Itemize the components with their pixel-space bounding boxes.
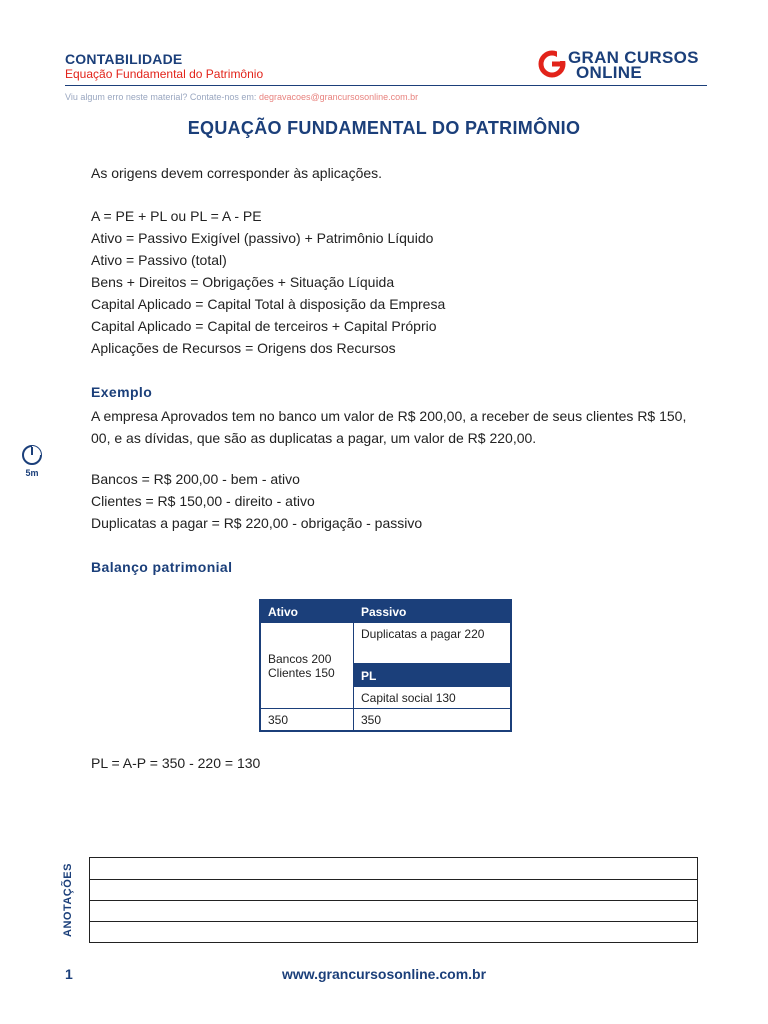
equation-line: Ativo = Passivo Exigível (passivo) + Patrimônio Líquido xyxy=(91,230,434,246)
notes-rule xyxy=(90,879,697,880)
ativo-cell xyxy=(260,623,354,709)
page-number: 1 xyxy=(65,966,73,982)
example-item: Clientes = R$ 150,00 - direito - ativo xyxy=(91,493,315,509)
equation-line: Bens + Direitos = Obrigações + Situação Líquida xyxy=(91,274,395,290)
header-contact-notice xyxy=(65,92,418,102)
equation-line: Capital Aplicado = Capital de terceiros + Capital Próprio xyxy=(91,318,437,334)
pl-item-cell: Capital social 130 xyxy=(354,687,512,709)
stopwatch-icon xyxy=(20,443,44,467)
logo-text-line1: GRAN CURSOS xyxy=(568,48,699,67)
pl-equation: PL = A-P = 350 - 220 = 130 xyxy=(91,755,261,771)
contact-prefix: Viu algum erro neste material? Contate-nos em: xyxy=(65,92,259,102)
total-ativo-cell: 350 xyxy=(260,709,354,732)
notes-label-text: ANOTAÇÕES xyxy=(62,863,74,937)
passivo-item-cell: Duplicatas a pagar 220 xyxy=(354,623,512,665)
ativo-line: Bancos 200 xyxy=(268,651,332,666)
pl-header: PL xyxy=(354,664,512,687)
intro-text: As origens devem corresponder às aplicações. xyxy=(91,165,383,181)
balance-sheet-table xyxy=(259,599,512,732)
page-title: EQUAÇÃO FUNDAMENTAL DO PATRIMÔNIO xyxy=(187,118,581,138)
example-paragraph: A empresa Aprovados tem no banco um valor de R$ 200,00, a receber de seus clientes R$ 150, 00, e as dívidas, que são as duplicatas a pagar, um valor de R$ 220,00. xyxy=(91,408,687,446)
ativo-line: Clientes 150 xyxy=(268,665,335,680)
gran-cursos-logo xyxy=(538,48,708,82)
equation-line: A = PE + PL ou PL = A - PE xyxy=(91,208,262,224)
timestamp-label: 5m xyxy=(25,468,39,478)
header-divider xyxy=(65,85,707,86)
notes-rule xyxy=(90,921,697,922)
header-topic: Equação Fundamental do Patrimônio xyxy=(65,67,264,81)
notes-area[interactable] xyxy=(89,857,698,943)
notes-rule xyxy=(90,900,697,901)
header-subject: CONTABILIDADE xyxy=(65,51,183,67)
equation-line: Ativo = Passivo (total) xyxy=(91,252,227,268)
column-header-passivo: Passivo xyxy=(354,600,512,623)
example-item: Bancos = R$ 200,00 - bem - ativo xyxy=(91,471,300,487)
contact-email-link[interactable]: degravacoes@grancursosonline.com.br xyxy=(258,92,419,102)
column-header-ativo: Ativo xyxy=(260,600,354,623)
example-item: Duplicatas a pagar = R$ 220,00 - obrigação - passivo xyxy=(91,515,423,531)
equation-line: Aplicações de Recursos = Origens dos Recursos xyxy=(91,340,396,356)
notes-label xyxy=(53,860,83,940)
equation-line: Capital Aplicado = Capital Total à disposição da Empresa xyxy=(91,296,446,312)
logo-text-line2: ONLINE xyxy=(576,63,643,82)
balance-heading: Balanço patrimonial xyxy=(91,559,233,575)
gran-logo-g-icon xyxy=(538,50,566,78)
example-heading: Exemplo xyxy=(91,384,153,400)
total-passivo-cell: 350 xyxy=(354,709,512,732)
footer-website-link[interactable]: www.grancursosonline.com.br xyxy=(281,966,487,982)
video-timestamp-marker[interactable] xyxy=(20,443,44,477)
